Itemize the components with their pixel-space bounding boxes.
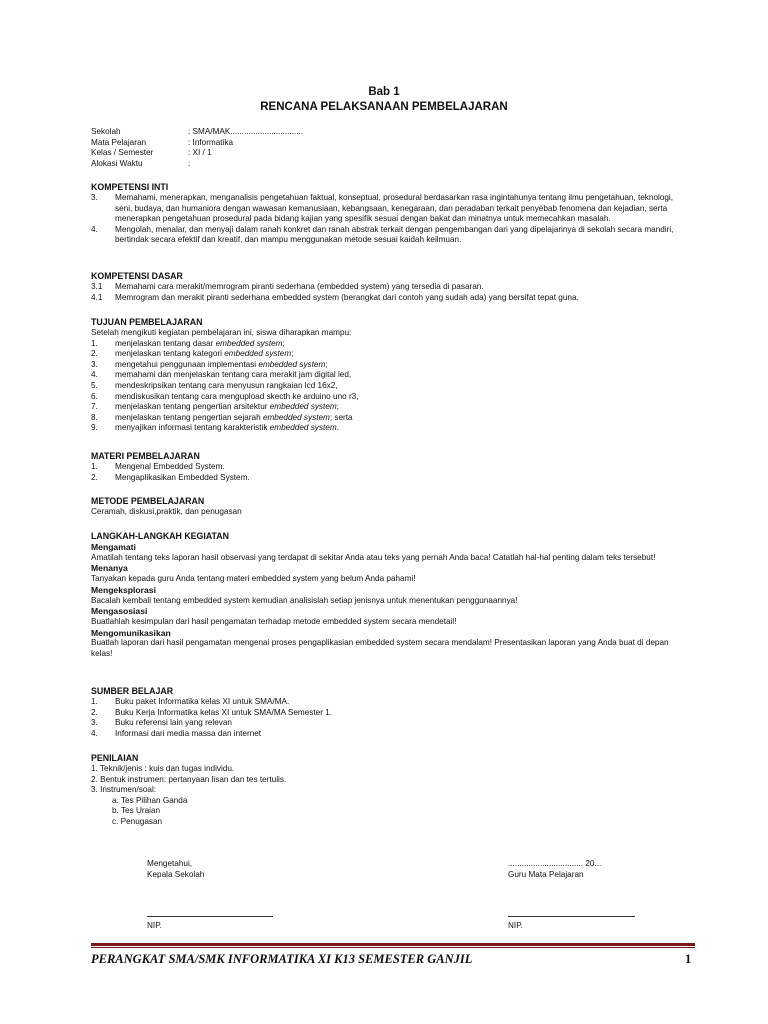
footer-text: PERANGKAT SMA/SMK INFORMATIKA XI K13 SEMESTER GANJIL [91,952,473,966]
step-title: Mengomunikasikan [91,627,171,638]
step-text: Buatlahlah kesimpulan dari hasil pengamatan terhadap metode embedded system secara mendetail! [91,616,457,626]
identity-row [91,148,303,159]
list-item [91,392,691,403]
step [91,606,691,627]
materi-section [91,451,691,483]
identity-row [91,138,303,149]
item-number: 1. [91,338,98,348]
signature-right-line1: ................................. 20... [508,859,602,868]
list-item [91,349,691,360]
materi-list [91,462,691,483]
item-number: 1. [91,462,98,471]
item-emphasis: embedded system [215,338,283,348]
item-text: Mengaplikasikan Embedded System. [115,472,250,482]
item-text: menjelaskan tentang kategori [115,349,225,359]
section-heading: LANGKAH-LANGKAH KEGIATAN [91,531,229,541]
identity-label: Sekolah [91,127,121,136]
step-text: Buatlah laporan dari hasil pengamatan mengenai proses pengaplikasian embedded system secara mendalam! Presentasikan laporan yang Anda buat di depan kelas! [91,638,669,658]
item-number: 2. [91,349,98,359]
kompetensi-inti-section [91,182,691,246]
list-item [91,718,691,729]
section-heading: METODE PEMBELAJARAN [91,496,205,506]
item-text: Informasi dari media massa dan internet [115,728,262,738]
section-heading: SUMBER BELAJAR [91,686,174,696]
item-text: menyajikan informasi tentang karakteristik [115,423,270,433]
signature-left-nip: NIP. [147,921,162,930]
penilaian-line: 3. Instrumen/soal: [91,785,157,795]
identity-value: : [188,158,191,168]
item-emphasis: embedded system [224,349,292,359]
item-tail: ; [325,359,328,369]
penilaian-subitem: a. Tes Pilihan Ganda [112,795,188,805]
item-text: mendeskripsikan tentang cara menyusun rangkaian lcd 16x2, [115,380,338,390]
item-tail: ; [336,402,339,412]
metode-section [91,496,691,518]
section-heading: TUJUAN PEMBELAJARAN [91,317,203,327]
item-text: memahami dan menjelaskan tentang cara merakit jam digital led, [115,370,352,380]
identity-block [91,127,303,169]
list-item [91,225,691,246]
identity-label: Kelas / Semester [91,148,154,158]
penilaian-line: 2. Bentuk instrumen: pertanyaan lisan dan tes tertulis. [91,774,287,784]
identity-value: : XI / 1 [188,148,212,158]
metode-text: Ceramah, diskusi,praktik, dan penugasan [91,507,242,516]
item-text: Buku referensi lain yang relevan [115,718,232,728]
penilaian-subitem: b. Tes Uraian [112,806,161,816]
signature-left-rule [147,916,273,917]
sumber-section [91,686,691,739]
section-heading: MATERI PEMBELAJARAN [91,451,200,461]
item-text: Buku Kerja Informatika kelas XI untuk SMA/MA Semester 1. [115,707,333,717]
item-number: 3. [91,359,98,369]
penilaian-subitem: c. Penugasan [112,816,163,826]
item-number: 4. [91,224,98,234]
step [91,585,691,606]
tujuan-intro: Setelah mengikuti kegiatan pembelajaran ini, siswa diharapkan mampu: [91,328,352,337]
footer-rule [91,943,695,946]
identity-label: Alokasi Waktu [91,158,143,168]
identity-value: : SMA/MAK................................ [188,127,304,136]
item-text: Memahami cara merakit/memrogram piranti sederhana (embedded system) yang tersedia di pasaran. [115,282,484,291]
section-heading: KOMPETENSI INTI [91,182,169,192]
item-text: menjelaskan tentang pengertian sejarah [115,412,263,422]
list-item [91,402,691,413]
chapter-label: Bab 1 [368,86,400,98]
item-number: 4. [91,370,98,380]
footer-rule-thin [91,947,695,948]
list-item [91,413,691,424]
item-number: 4. [91,728,98,738]
item-number: 4.1 [91,292,103,302]
document-title: RENCANA PELAKSANAAN PEMBELAJARAN [260,101,508,113]
tujuan-list [91,339,691,434]
item-number: 5. [91,380,98,390]
item-text: Memahami, menerapkan, menganalisis pengetahuan faktual, konseptual, prosedural berdasarkan rasa ingintahunya tentang ilmu pengetahuan, teknologi, seni, budaya, dan humaniora dengan wawasan kemanusiaan, kebangsaan, kenegaraan, dan peradaban terkait penyebab fenomena dan kejadian, serta menerapkan pengetahuan prosedural pada bidang kajian yang spesifik sesuai dengan bakat dan minatnya untuk memecahkan masalah. [115,193,674,224]
signature-right-line2: Guru Mata Pelajaran [508,870,584,879]
item-number: 8. [91,412,98,422]
item-number: 1. [91,697,98,706]
step-text: Amatilah tentang teks laporan hasil observasi yang terdapat di sekitar Anda atau teks yang pernah Anda baca! Catatlah hal-hal penting dalam teks tersebut! [91,552,656,562]
item-number: 3. [91,193,98,202]
list-item [91,370,691,381]
signature-right [508,858,601,880]
item-number: 7. [91,402,98,412]
item-number: 3.1 [91,282,103,291]
page-number: 1 [685,952,692,966]
list-item [91,708,691,719]
penilaian-line: 1. Teknik/jenis : kuis dan tugas individu. [91,764,235,773]
item-tail: ; [282,338,285,348]
signature-left-line1: Mengetahui, [147,859,193,868]
item-tail: ; serta [329,412,353,422]
item-tail: ; [291,349,294,359]
step-title: Mengasosiasi [91,606,148,617]
item-text: Mengenal Embedded System. [115,462,225,471]
list-item [91,339,691,350]
section-heading: PENILAIAN [91,753,139,763]
step-title: Mengamati [91,542,136,552]
item-text: menjelaskan tentang pengertian arsitektur [115,402,270,412]
signature-right-nip: NIP. [508,921,523,930]
step-title: Menanya [91,563,128,574]
list-item [91,423,691,434]
signature-right-rule [508,916,635,917]
kompetensi-dasar-section [91,271,691,303]
item-text: Mengolah, menalar, dan menyaji dalam ranah konkret dan ranah abstrak terkait dengan pengembangan dari yang dipelajarinya di sekolah secara mandiri, bertindak secara efektif dan kreatif, dan mampu menggunakan metode sesuai kaidah keilmuan. [115,224,674,245]
signature-left [147,858,204,880]
langkah-section [91,531,691,660]
item-emphasis: embedded system [269,423,337,433]
item-number: 2. [91,707,98,717]
identity-row [91,127,303,138]
list-item [91,381,691,392]
step-text: Bacalah kembali tentang embedded system kemudian analisislah setiap jenisnya untuk menentukan penggunaannya! [91,595,518,605]
step [91,542,691,563]
list-item [91,360,691,371]
item-number: 6. [91,391,98,401]
ki-list [91,193,691,246]
item-text: Memrogram dan merakit piranti sederhana embedded system (berangkat dari contoh yang sudah ada) yang bersifat tepat guna. [115,292,579,302]
item-text: mendiskusikan tentang cara mengupload skecth ke arduino uno r3, [115,391,359,401]
list-item [91,729,691,740]
item-text: mengetahui penggunaan implementasi [115,359,259,369]
item-emphasis: embedded system [258,359,326,369]
list-item [91,473,691,484]
section-heading: KOMPETENSI DASAR [91,271,183,281]
identity-value: : Informatika [188,137,234,147]
list-item [91,193,691,225]
list-item [91,282,691,293]
identity-label: Mata Pelajaran [91,137,147,147]
item-emphasis: embedded system [269,402,337,412]
list-item [91,293,691,304]
sumber-list [91,697,691,739]
item-text: menjelaskan tentang dasar [115,338,216,348]
step [91,628,691,660]
kd-list [91,282,691,303]
item-number: 9. [91,423,98,433]
item-tail: . [336,423,339,433]
step-title: Mengeksplorasi [91,584,156,595]
list-item [91,462,691,473]
identity-row [91,159,303,170]
step [91,563,691,584]
step-text: Tanyakan kepada guru Anda tentang materi embedded system yang belum Anda pahami! [91,574,416,584]
item-emphasis: embedded system [262,412,330,422]
signature-left-line2: Kepala Sekolah [147,870,205,879]
item-text: Buku paket Informatika kelas XI untuk SMA/MA. [115,697,290,706]
item-number: 3. [91,718,98,728]
penilaian-section [91,753,691,828]
item-number: 2. [91,472,98,482]
tujuan-section [91,317,691,434]
list-item [91,697,691,708]
